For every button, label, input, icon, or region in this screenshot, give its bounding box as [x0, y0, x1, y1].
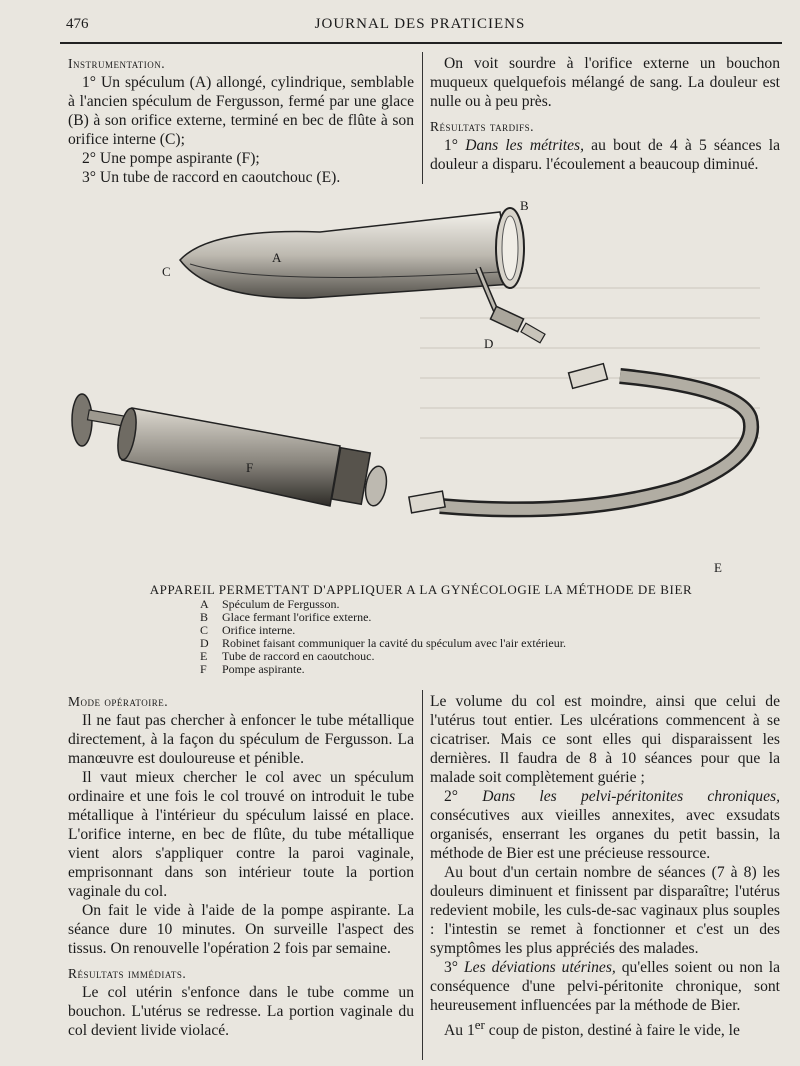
column-divider-bottom: [422, 690, 423, 1060]
deviations-text: qu'elles soient ou non la conséquence d'une pelvi-péritonite chronique, sont heureusement influencées par la méthode de Bier.: [430, 959, 780, 1014]
legend-row: [200, 663, 566, 676]
figure-label-e: E: [714, 560, 722, 575]
legend-text: Tube de raccord en caoutchouc.: [222, 649, 375, 663]
legend-text: Spéculum de Fergusson.: [222, 597, 340, 611]
legend-text: Pompe aspirante.: [222, 662, 305, 676]
instrument-item-3: 3° Un tube de raccord en caoutchouc (E).: [82, 169, 341, 186]
figure-label-f: F: [246, 460, 254, 475]
bottom-right-column: [430, 692, 780, 1040]
figure-label-d: D: [484, 336, 494, 351]
pelvi-text: consécutives aux vieilles annexites, avec exsudats organisés, enserrant les organes du petit bassin, la méthode de Bier est une précieuse ressource.: [430, 807, 780, 862]
metrites-paragraph: [430, 136, 780, 174]
top-right-column: [430, 54, 780, 174]
page-header: [60, 14, 780, 36]
pelvi-peritonites-paragraph: [430, 787, 780, 863]
pump: [72, 394, 389, 507]
figure-label-c: C: [162, 264, 171, 279]
seances-paragraph: Au bout d'un certain nombre de séances (7 à 8) les douleurs diminuent et finissent par disparaître; l'utérus redevient mobile, les culs-de-sac vaginaux plus souples : l'intestin se remet à fonctionner et c'est un des symptômes les plus appréciés des malades.: [430, 864, 780, 957]
section-heading-resultats-tardifs: Résultats tardifs.: [430, 119, 534, 134]
piston-text-a: Au 1: [444, 1022, 475, 1040]
volume-paragraph: Le volume du col est moindre, ainsi que celui de l'utérus tout entier. Les ulcérations commencent à se cicatriser. Mais ce sont elles qui disparaissent les dernières. Il faudra de 8 à 10 séances pour que la malade soit complètement guérie ;: [430, 693, 780, 786]
column-divider-top: [422, 52, 423, 184]
section-heading-instrumentation: Instrumentation.: [68, 56, 166, 71]
piston-paragraph: [430, 1015, 780, 1040]
legend-letter: D: [200, 636, 209, 650]
deviations-italic: Les déviations utérines,: [464, 959, 616, 976]
header-rule: [60, 42, 782, 44]
piston-text-b: coup de piston, destiné à faire le vide, le: [488, 1022, 740, 1040]
mode-paragraph-2: Il vaut mieux chercher le col avec un spéculum ordinaire et une fois le col trouvé on introduit le tube métallique à l'intérieur du spéculum laissé en place. L'orifice interne, en bec de flûte, du tube métallique vient alors s'appliquer contre la paroi vaginale, emprisonnant dans son intérieur toute la portion vaginale du col.: [68, 769, 414, 900]
mode-paragraph-1: Il ne faut pas chercher à enfoncer le tube métallique directement, à la façon du spéculum de Fergusson. La manœuvre est douloureuse et pénible.: [68, 712, 414, 767]
legend-text: Robinet faisant communiquer la cavité du spéculum avec l'air extérieur.: [222, 636, 567, 650]
page-number: 476: [66, 16, 89, 32]
bouchon-paragraph: On voit sourdre à l'orifice externe un bouchon muqueux quelquefois mélangé de sang. La douleur est nulle ou à peu près.: [430, 55, 780, 110]
bottom-left-column: [68, 692, 414, 1040]
legend-letter: C: [200, 623, 209, 637]
apparatus-illustration: [60, 188, 782, 580]
section-heading-resultats-immediats: Résultats immédiats.: [68, 966, 187, 981]
legend-letter: B: [200, 610, 209, 624]
legend-letter: A: [200, 597, 209, 611]
metrites-text: au bout de 4 à 5 séances la douleur a disparu. l'écoulement a beaucoup diminué.: [430, 137, 780, 173]
speculum: [180, 208, 545, 343]
instrument-item-2: 2° Une pompe aspirante (F);: [82, 150, 260, 167]
figure-label-a: A: [272, 250, 282, 265]
figure-legend: [200, 598, 566, 676]
legend-text: Orifice interne.: [222, 623, 296, 637]
figure-label-b: B: [520, 198, 529, 213]
top-left-column: [68, 54, 414, 187]
figure-caption: APPAREIL PERMETTANT D'APPLIQUER A LA GYNÉCOLOGIE LA MÉTHODE DE BIER: [149, 582, 693, 597]
legend-letter: E: [200, 649, 208, 663]
item-number: 3°: [444, 959, 459, 976]
item-number: 2°: [444, 788, 459, 805]
pelvi-italic: Dans les pelvi-péritonites chroniques,: [482, 788, 780, 805]
piston-superscript: er: [474, 1017, 485, 1032]
section-heading-mode-operatoire: Mode opératoire.: [68, 694, 169, 709]
legend-letter: F: [200, 662, 207, 676]
mode-paragraph-3: On fait le vide à l'aide de la pompe aspirante. La séance dure 10 minutes. On surveille l'aspect des tissus. On renouvelle l'opération 2 fois par semaine.: [68, 902, 414, 957]
deviations-paragraph: [430, 958, 780, 1015]
legend-text: Glace fermant l'orifice externe.: [222, 610, 372, 624]
immediate-results-paragraph: Le col utérin s'enfonce dans le tube comme un bouchon. L'utérus se redresse. La portion vaginale du col devient livide violacé.: [68, 984, 414, 1039]
metrites-italic: Dans les métrites,: [465, 137, 584, 154]
journal-title: JOURNAL DES PRATICIENS: [314, 16, 526, 32]
instrument-item-1: 1° Un spéculum (A) allongé, cylindrique, semblable à l'ancien spéculum de Fergusson, fermé par une glace (B) à son orifice externe, terminé en bec de flûte à son orifice interne (C);: [68, 74, 414, 148]
apparatus-figure: [60, 188, 782, 580]
item-number: 1°: [444, 137, 459, 154]
